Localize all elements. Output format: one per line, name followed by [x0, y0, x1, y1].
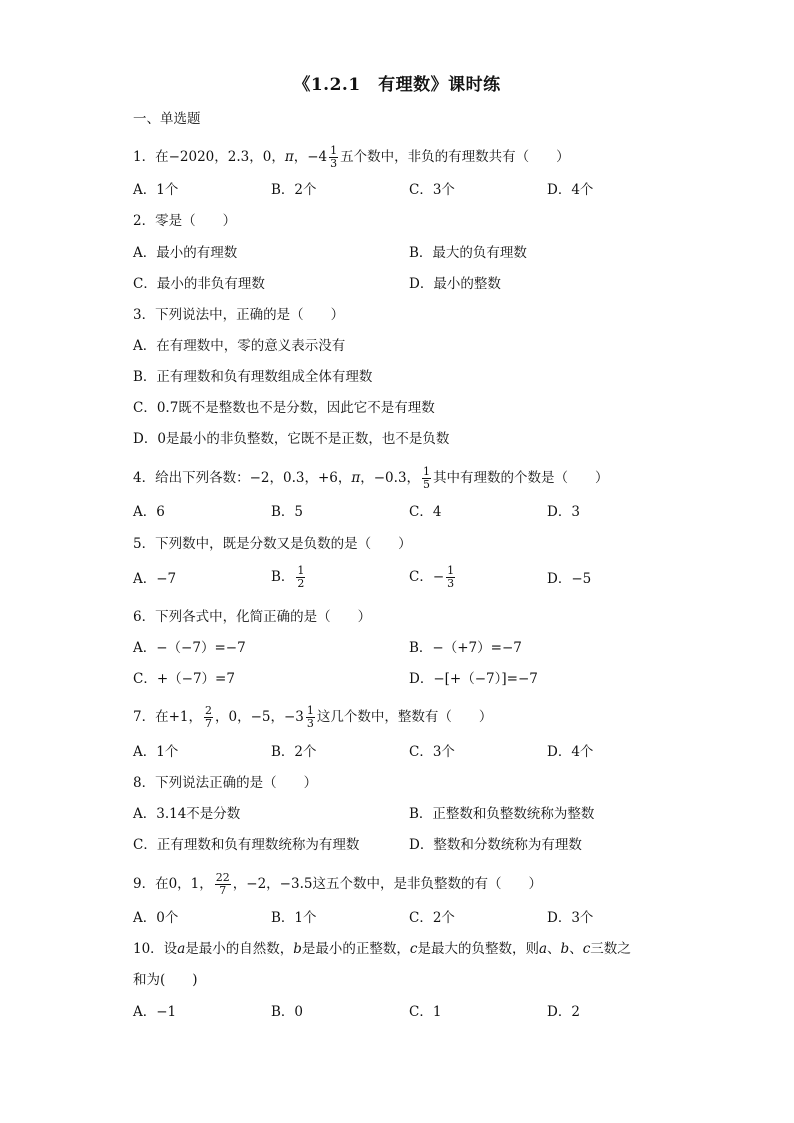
- q5-option-b[interactable]: B． $\frac{1}{2}$: [271, 564, 305, 590]
- q1-option-a[interactable]: A．1个: [133, 182, 179, 198]
- q4-option-c[interactable]: C．4: [409, 504, 442, 520]
- question-3: 3．下列说法中，正确的是（ ）: [133, 307, 345, 323]
- q5-option-c[interactable]: C．− $\frac{1}{3}$: [409, 564, 455, 590]
- q3-option-d[interactable]: D．0是最小的非负整数，它既不是正数，也不是负数: [133, 431, 450, 447]
- q6-option-d[interactable]: D．−[+（−7）]=−7: [409, 671, 538, 687]
- q1-option-c[interactable]: C．3个: [409, 182, 455, 198]
- q9-option-b[interactable]: B．1个: [271, 910, 317, 926]
- question-5: 5．下列数中，既是分数又是负数的是（ ）: [133, 536, 412, 552]
- q7-option-b[interactable]: B．2个: [271, 744, 317, 760]
- q9-option-c[interactable]: C．2个: [409, 910, 455, 926]
- q8-option-a[interactable]: A．3.14不是分数: [133, 806, 241, 822]
- q6-option-a[interactable]: A．−（−7）=−7: [133, 640, 246, 656]
- q8-option-b[interactable]: B．正整数和负整数统称为整数: [409, 806, 595, 822]
- fraction: $\frac{2}{7}$: [205, 704, 212, 730]
- q3-option-a[interactable]: A．在有理数中，零的意义表示没有: [133, 338, 346, 354]
- question-10-continued: 和为( ): [133, 972, 198, 988]
- q9-option-d[interactable]: D．3个: [547, 910, 594, 926]
- q4-option-b[interactable]: B．5: [271, 504, 304, 520]
- q7-option-a[interactable]: A．1个: [133, 744, 179, 760]
- q2-option-c[interactable]: C．最小的非负有理数: [133, 276, 265, 292]
- q2-option-b[interactable]: B．最大的负有理数: [409, 245, 527, 261]
- fraction: $\frac{1}{3}$: [306, 704, 314, 730]
- q8-option-c[interactable]: C．正有理数和负有理数统称为有理数: [133, 837, 360, 853]
- q6-option-b[interactable]: B．−（+7）=−7: [409, 640, 522, 656]
- q8-option-d[interactable]: D．整数和分数统称为有理数: [409, 837, 582, 853]
- q10-option-d[interactable]: D．2: [547, 1004, 580, 1020]
- q10-option-c[interactable]: C．1: [409, 1004, 442, 1020]
- fraction: $\frac{1}{3}$: [447, 564, 455, 590]
- q7-option-d[interactable]: D．4个: [547, 744, 594, 760]
- q10-option-a[interactable]: A．−1: [133, 1004, 177, 1020]
- fraction: $\frac{22}{7}$: [215, 871, 230, 897]
- q1-option-b[interactable]: B．2个: [271, 182, 317, 198]
- q4-option-d[interactable]: D．3: [547, 504, 580, 520]
- q9-option-a[interactable]: A．0个: [133, 910, 179, 926]
- question-6: 6．下列各式中，化简正确的是（ ）: [133, 609, 372, 625]
- q7-option-c[interactable]: C．3个: [409, 744, 455, 760]
- fraction: $\frac{1}{2}$: [297, 564, 305, 590]
- question-4: 4．给出下列各数：−2，0.3，+6，π，−0.3， $\frac{1}{5}$ 其中有理数的个数是（ ）: [133, 465, 609, 491]
- page-title: 《1.2.1 有理数》课时练: [293, 75, 501, 95]
- q3-option-b[interactable]: B．正有理数和负有理数组成全体有理数: [133, 369, 373, 385]
- question-9: 9．在0，1， $\frac{22}{7}$ ，−2，−3.5这五个数中，是非负整数的有（ ）: [133, 871, 542, 897]
- fraction: $\frac{1}{3}$: [330, 144, 338, 170]
- q10-option-b[interactable]: B．0: [271, 1004, 304, 1020]
- q2-option-a[interactable]: A．最小的有理数: [133, 245, 238, 261]
- question-7: 7．在+1， $\frac{2}{7}$ ，0，−5，−3 $\frac{1}{3}$ 这几个数中，整数有（ ）: [133, 704, 493, 730]
- question-10: 10．设a是最小的自然数，b是最小的正整数，c是最大的负整数，则a、b、c三数之: [133, 941, 631, 957]
- q5-option-d[interactable]: D．−5: [547, 571, 592, 587]
- question-8: 8．下列说法正确的是（ ）: [133, 775, 318, 791]
- fraction: $\frac{1}{5}$: [423, 465, 431, 491]
- q6-option-c[interactable]: C．+（−7）=7: [133, 671, 235, 687]
- q4-option-a[interactable]: A．6: [133, 504, 165, 520]
- question-2: 2．零是（ ）: [133, 213, 237, 229]
- question-1: 1．在−2020，2.3，0，π，−4 $\frac{1}{3}$ 五个数中，非负的有理数共有（ ）: [133, 144, 570, 170]
- q1-option-d[interactable]: D．4个: [547, 182, 594, 198]
- q3-option-c[interactable]: C．0.7既不是整数也不是分数，因此它不是有理数: [133, 400, 435, 416]
- q2-option-d[interactable]: D．最小的整数: [409, 276, 501, 292]
- section-heading: 一、单选题: [133, 111, 201, 127]
- q5-option-a[interactable]: A．−7: [133, 571, 177, 587]
